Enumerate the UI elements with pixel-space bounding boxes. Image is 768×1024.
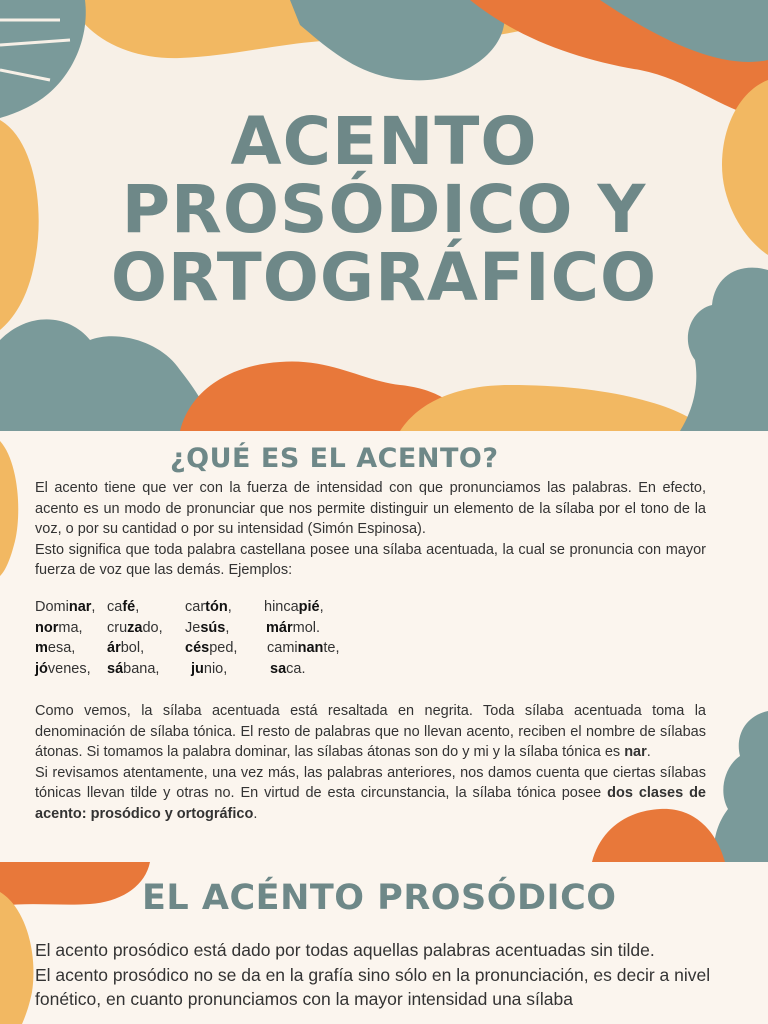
example-word-text: césped, [185,640,238,657]
example-word-text: Jesús, [185,619,230,636]
cover-title-line-3: ORTOGRÁFICO [110,239,658,316]
example-word [35,661,107,682]
left-yellow-edge [0,441,18,576]
example-word [264,620,354,641]
left-yellow-blob [0,892,33,1024]
stressed-syllable: ár [107,640,121,657]
section-heading: EL ACÉNTO PROSÓDICO [142,878,617,918]
intro-paragraph-2: Esto significa que toda palabra castellana posee una sílaba acentuada, la cual se pronuncia con mayor fuerza de voz que las demás. Ejemplos: [35,541,706,579]
example-row [35,661,354,682]
stressed-syllable: tón [205,599,228,615]
example-word-text: mármol. [266,619,321,636]
top-orange-blob [0,862,150,906]
stressed-syllable: nar [68,599,92,615]
example-word-text: café, [107,599,140,615]
example-row [35,599,354,620]
explanation-text [35,701,706,825]
explanation-text-span: . [253,805,258,822]
example-word-text: cruzado, [107,619,163,636]
example-word-text: sábana, [107,660,160,677]
explanation-text-span: Como vemos, la sílaba acentuada está resaltada en negrita. Toda sílaba acentuada toma la denominación de sílaba tónica. El resto de palabras que no llevan acento, reciben el nombre de sílabas átonas. Si tomamos la palabra dominar, las sílabas átonas son do y mi y la sílaba tónica es [35,703,706,761]
example-word [35,620,107,641]
example-word-text: hincapié, [264,599,324,615]
prosodic-accent-slide [0,862,768,1024]
example-word-text: árbol, [107,640,145,657]
example-word-text: caminante, [267,640,340,657]
bottom-yellow-blob [400,385,705,431]
stressed-syllable: jó [35,660,48,677]
stressed-syllable: már [266,619,293,636]
explanation-text-span: Si revisamos atentamente, una vez más, las palabras anteriores, nos damos cuenta que ciertas sílabas tónicas llevan tilde y otras no. En virtud de esta circunstancia, la sílaba tónica posee [35,764,706,802]
stressed-syllable: m [35,640,48,657]
what-is-accent-slide [0,431,768,862]
example-row [35,620,354,641]
example-word [185,661,264,682]
explanation-paragraph-1 [35,701,706,763]
stressed-syllable: sá [107,660,124,677]
cover-title [0,103,768,316]
stressed-syllable: pié [298,599,320,615]
prosodic-paragraph-1: El acento prosódico está dado por todas aquellas palabras acentuadas sin tilde. [35,940,655,960]
cover-title-line-1: ACENTO [230,103,538,180]
top-teal-blob [290,0,504,80]
prosodic-paragraph-2: El acento prosódico no se da en la grafía sino sólo en la pronunciación, es decir a nivel fonético, en cuanto pronunciamos con la mayor intensidad una sílaba [35,964,711,1009]
example-word [107,599,185,620]
explanation-text-span: . [646,744,651,761]
left-teal-leaf [0,0,86,118]
stressed-syllable: ju [191,660,204,677]
example-word-text: mesa, [35,640,76,657]
intro-text [35,478,706,581]
stressed-syllable: nor [35,619,59,636]
stressed-syllable: fé [122,599,136,615]
highlighted-syllable: nar [624,744,647,761]
example-word-text: cartón, [185,599,232,615]
section-heading: ¿QUÉ ES EL ACENTO? [170,443,499,474]
bottom-left-teal [0,319,215,431]
cover-slide [0,0,768,431]
stressed-syllable: sa [270,660,287,677]
example-word [264,599,354,620]
stressed-syllable: nan [297,640,324,657]
example-word [185,620,264,641]
example-word-text: norma, [35,619,83,636]
accent-types-highlight: dos clases de acento: prosódico y ortográfico [35,785,706,822]
example-word [107,640,185,661]
example-word [107,620,185,641]
explanation-paragraph-2 [35,763,706,825]
example-word [35,599,107,620]
example-word-text: junio, [191,660,228,677]
right-teal-edge [714,711,768,862]
example-word [264,640,354,661]
cover-title-line-2: PROSÓDICO Y [121,171,647,248]
example-word [107,661,185,682]
example-word-text: Dominar, [35,599,96,615]
example-word [35,640,107,661]
example-word [185,640,264,661]
example-row [35,640,354,661]
example-word [185,599,264,620]
example-word-text: saca. [270,660,306,677]
prosodic-text [35,938,735,1012]
example-word-text: jóvenes, [35,660,91,677]
stressed-syllable: za [127,619,143,636]
examples-table [35,599,354,681]
stressed-syllable: cés [185,640,210,657]
intro-paragraph-1: El acento tiene que ver con la fuerza de intensidad con que pronunciamos las palabras. En efecto, acento es un modo de pronunciar que nos permite distinguir un elemento de la sílaba por el tono de la voz, o por su cantidad o por su intensidad (Simón Espinosa). [35,480,706,538]
stressed-syllable: sús [200,619,226,636]
example-word [264,661,354,682]
